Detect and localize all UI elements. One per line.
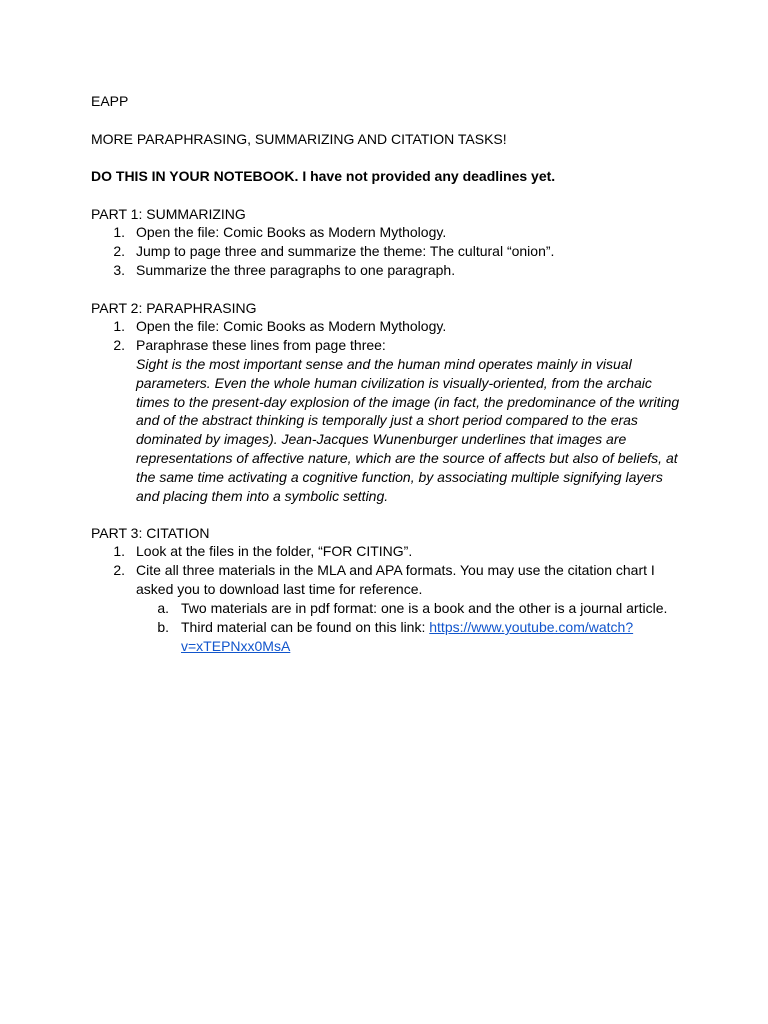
part3-subitem-a-letter: a. [157,600,169,616]
part3-item2-number: 2. [113,562,125,578]
part2-item1-text: Open the file: Comic Books as Modern Mythology. [136,318,447,334]
part3-subitem-b-letter: b. [157,619,169,635]
part2-item2-number: 2. [113,337,125,353]
quote-line: parameters. Even the whole human civilization is visually-oriented, from the archaic [136,374,652,391]
part1-heading: PART 1: SUMMARIZING [91,206,246,222]
quote-line: representations of affective nature, which are the source of affects but also of beliefs, at [136,449,678,466]
part1-item3-number: 3. [113,262,125,278]
doc-instruction: DO THIS IN YOUR NOTEBOOK. I have not provided any deadlines yet. [91,168,556,184]
part3-heading: PART 3: CITATION [91,525,210,541]
quote-line: Sight is the most important sense and the human mind operates mainly in visual [136,356,632,372]
doc-title: EAPP [91,93,129,109]
part1-item1-text: Open the file: Comic Books as Modern Mythology. [136,224,447,240]
part3-subitem-a-text: Two materials are in pdf format: one is a book and the other is a journal article. [181,600,668,616]
doc-subtitle: MORE PARAPHRASING, SUMMARIZING AND CITATION TASKS! [91,131,507,147]
youtube-link-line1[interactable]: https://www.youtube.com/watch? [429,619,634,635]
part3-item1-number: 1. [113,543,125,559]
part2-heading: PART 2: PARAPHRASING [91,300,257,316]
part2-item2-text: Paraphrase these lines from page three: [136,337,386,353]
quote-line: and of the abstract thinking is temporally just a short period compared to the eras [136,412,638,429]
quote-line: the same time activating a cognitive function, by associating multiple signifying layers [136,468,663,485]
part3-subitem-b-text [181,618,633,637]
quoted-passage [136,355,681,505]
part1-item1-number: 1. [113,224,125,240]
quote-line: times to the present-day explosion of the image (in fact, the predominance of the writing [136,393,680,410]
part3-item1-text: Look at the files in the folder, “FOR CITING”. [136,543,413,559]
quote-line: dominated by images). Jean-Jacques Wunenburger underlines that images are [136,431,627,448]
part3-item2-line1: Cite all three materials in the MLA and APA formats. You may use the citation chart I [136,562,655,578]
part3-item2-line2: asked you to download last time for reference. [136,581,423,597]
quote-line: and placing them into a symbolic setting. [136,487,389,504]
part2-item1-number: 1. [113,318,125,334]
part1-item3-text: Summarize the three paragraphs to one paragraph. [136,262,456,278]
part1-item2-text: Jump to page three and summarize the theme: The cultural “onion”. [136,243,555,259]
part3-subitem-b-label: Third material can be found on this link: [181,619,430,635]
part1-item2-number: 2. [113,243,125,259]
youtube-link-line2[interactable]: v=xTEPNxx0MsA [181,638,291,654]
